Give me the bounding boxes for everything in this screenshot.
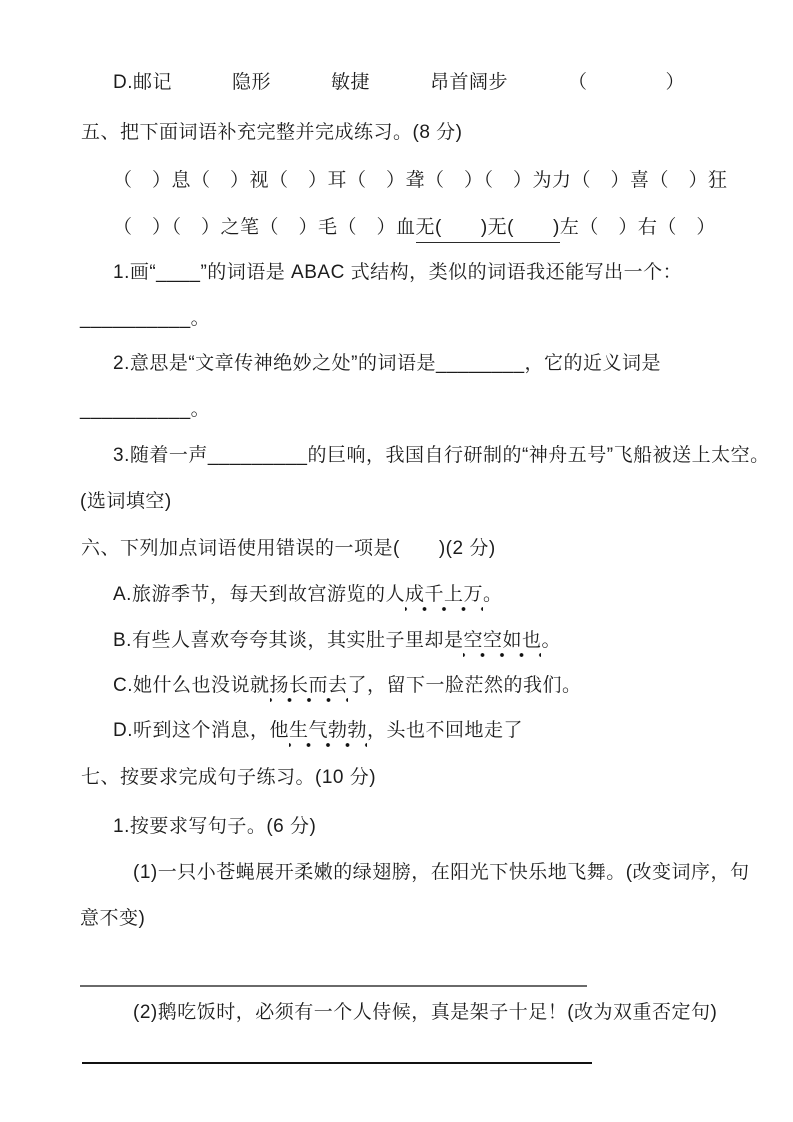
word-yinxing: 隐形 — [231, 72, 271, 93]
section-5-heading: 五、把下面词语补充完整并完成练习。(8 分) — [81, 122, 463, 143]
option-b-suffix: 。 — [541, 630, 561, 651]
answer-parentheses: （ ） — [567, 72, 685, 93]
question-5-3-note: (选词填空) — [80, 491, 172, 512]
section-7-heading: 七、按要求完成句子练习。(10 分) — [81, 767, 377, 788]
option-b-emphasized-word: 空空如也 — [463, 630, 541, 658]
option-d — [113, 719, 523, 743]
question-5-2-answer-blank: __________。 — [80, 399, 211, 420]
fill-blank-row-2 — [113, 216, 716, 243]
option-a — [113, 583, 502, 607]
option-c-emphasized-word: 扬长而去 — [270, 675, 348, 703]
question-7-1-1-line2: 意不变) — [80, 908, 146, 929]
option-b — [113, 629, 561, 653]
fill-item: （ ）耳（ ）聋 — [269, 170, 426, 191]
option-c-text: C.她什么也没说就 — [113, 675, 270, 696]
fill-item: 左（ ）右（ ） — [559, 217, 716, 238]
section-6-heading: 六、下列加点词语使用错误的一项是( )(2 分) — [81, 538, 496, 559]
question-5-2: 2.意思是“文章传神绝妙之处”的词语是________，它的近义词是 — [113, 353, 662, 374]
question-7-1-1-line1: (1)一只小苍蝇展开柔嫩的绿翅膀，在阳光下快乐地飞舞。(改变词序，句 — [133, 862, 750, 883]
fill-item: （ ）息（ ）视 — [113, 170, 270, 191]
option-a-suffix: 。 — [482, 584, 503, 605]
option-a-emphasized-word: 成千上万 — [405, 584, 483, 612]
fill-item: （ ）（ ）之笔 — [113, 217, 260, 238]
option-d-text: D.听到这个消息，他 — [113, 720, 290, 741]
option-c-suffix: 了，留下一脸茫然的我们。 — [347, 675, 582, 696]
answer-line-2 — [82, 1062, 592, 1064]
option-a-text: A.旅游季节，每天到故宫游览的人 — [113, 584, 405, 605]
option-c — [113, 674, 582, 698]
word-angshoukuobu: 昂首阔步 — [429, 72, 508, 93]
question-5-1-answer-blank: __________。 — [80, 308, 211, 329]
answer-line-1 — [80, 985, 587, 987]
question-7-1-2: (2)鹅吃饭时，必须有一个人侍候，真是架子十足！(改为双重否定句) — [133, 1002, 718, 1023]
fill-item-underlined: 无( )无( ) — [416, 216, 560, 243]
section-7-sub-heading: 1.按要求写句子。(6 分) — [113, 816, 317, 837]
question-5-1: 1.画“____”的词语是 ABAC 式结构，类似的词语我还能写出一个： — [113, 262, 683, 283]
option-d-label: D.邮记 — [113, 72, 173, 93]
fill-item: （ ）（ ）为力 — [425, 170, 572, 191]
fill-blank-row-1 — [113, 169, 728, 193]
option-d-emphasized-word: 生气勃勃 — [289, 720, 367, 748]
option-d-suffix: ，头也不回地走了 — [367, 720, 524, 741]
fill-item: （ ）喜（ ）狂 — [571, 170, 728, 191]
word-minjie: 敏捷 — [330, 72, 370, 93]
option-b-text: B.有些人喜欢夸夸其谈，其实肚子里却是 — [113, 630, 464, 651]
fill-item: （ ）毛（ ）血 — [259, 217, 416, 238]
question-5-3: 3.随着一声_________的巨响，我国自行研制的“神舟五号”飞船被送上太空。 — [113, 445, 770, 466]
option-d-word-row — [113, 71, 685, 95]
